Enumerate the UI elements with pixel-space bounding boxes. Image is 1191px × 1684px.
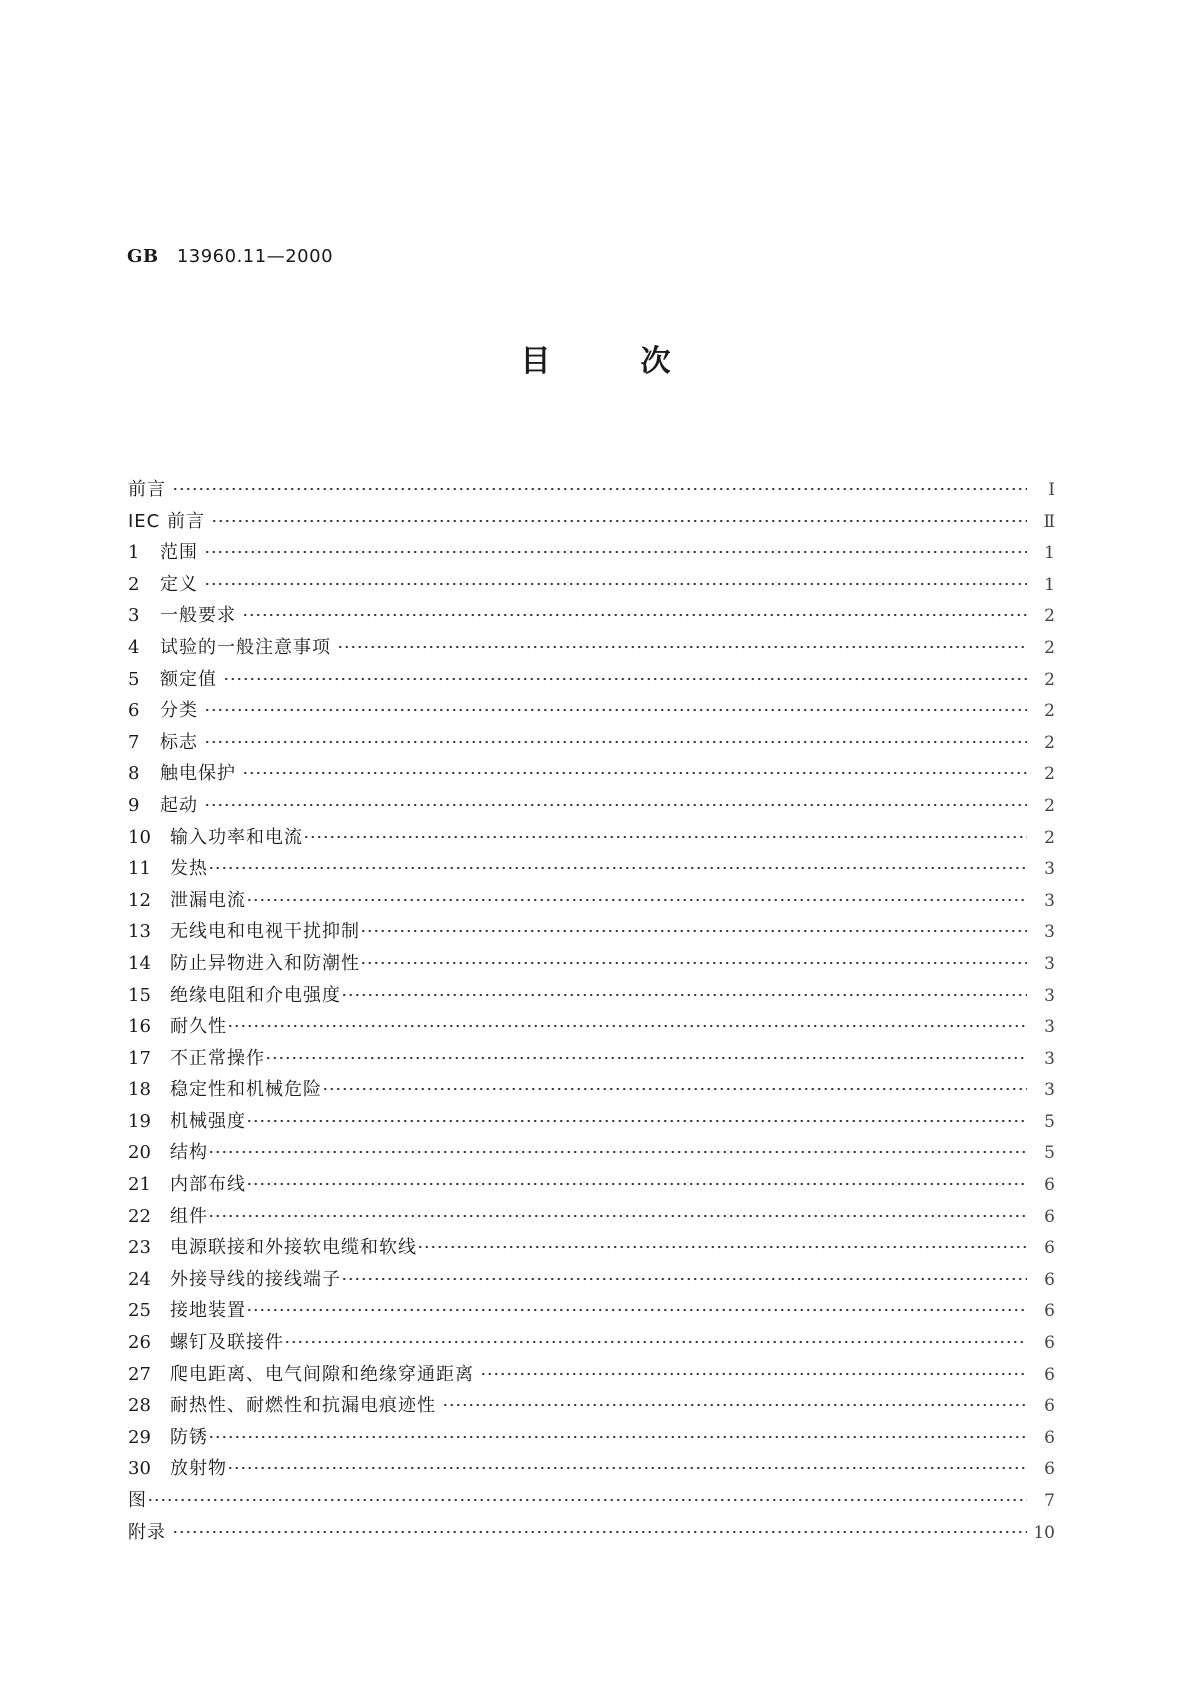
toc-entry-page: 2 [1044,701,1055,722]
toc-entry-number: 24 [128,1268,151,1290]
toc-dot-leader [417,1245,1027,1249]
toc-entry-page: 6 [1044,1427,1055,1448]
toc-entry-label: 稳定性和机械危险 [170,1079,322,1101]
toc-entry[interactable] [128,790,1055,822]
toc-entry-page: 2 [1044,795,1055,816]
toc-entry-label: 电源联接和外接软电缆和软线 [170,1237,417,1259]
toc-entry-page: 6 [1044,1364,1055,1385]
toc-entry-page: 2 [1044,669,1055,690]
toc-entry[interactable] [128,1359,1055,1391]
toc-entry[interactable] [128,537,1055,569]
toc-entry-page: 3 [1044,890,1055,911]
toc-entry[interactable] [128,1232,1055,1264]
toc-entry-number: 3 [128,605,140,627]
toc-entry[interactable] [128,695,1055,727]
toc-entry-label: 标志 [160,731,198,753]
toc-entry[interactable] [128,632,1055,664]
toc-dot-leader [265,1056,1027,1060]
toc-dot-leader [204,740,1027,744]
toc-dot-leader [211,519,1027,523]
toc-entry-page: 2 [1044,827,1055,848]
toc-entry-number: 19 [128,1110,151,1132]
toc-entry[interactable] [128,1169,1055,1201]
toc-entry-page: 3 [1044,1080,1055,1101]
toc-entry[interactable] [128,822,1055,854]
toc-entry-number: 13 [128,921,151,943]
toc-entry[interactable] [128,600,1055,632]
toc-entry-number: 6 [128,700,140,722]
toc-entry-number: 16 [128,1016,151,1038]
toc-entry-label: 耐久性 [170,1016,227,1038]
toc-entry-label: 分类 [160,700,198,722]
toc-entry[interactable] [128,569,1055,601]
toc-entry-label: 发热 [170,858,208,880]
toc-entry-label: 爬电距离、电气间隙和绝缘穿通距离 [170,1363,474,1385]
toc-dot-leader [208,1150,1027,1154]
toc-entry-number: 28 [128,1395,151,1417]
toc-entry-number: 5 [128,668,140,690]
toc-entry-number: 23 [128,1237,151,1259]
toc-dot-leader [172,487,1027,491]
toc-entry-number: 1 [128,542,140,564]
page-title: 目次 [520,344,761,379]
toc-entry-page: 2 [1044,637,1055,658]
toc-entry-page: 5 [1044,1143,1055,1164]
toc-entry-page: 2 [1044,732,1055,753]
toc-entry-label: 一般要求 [160,605,236,627]
toc-dot-leader [172,1530,1027,1534]
toc-entry-page: 1 [1044,543,1055,564]
toc-entry-page: 2 [1044,764,1055,785]
toc-entry-label: IEC 前言 [128,510,205,532]
toc-entry-number: 22 [128,1205,151,1227]
toc-entry-label: 输入功率和电流 [170,826,303,848]
toc-entry[interactable] [128,664,1055,696]
toc-dot-leader [227,1466,1027,1470]
toc-dot-leader [322,1087,1027,1091]
toc-entry-label: 无线电和电视干扰抑制 [170,921,360,943]
toc-entry[interactable] [128,1327,1055,1359]
toc-entry-page: Ⅰ [1048,480,1055,500]
toc-entry-number: 25 [128,1300,151,1322]
toc-dot-leader [341,1277,1027,1281]
toc-entry[interactable] [128,506,1055,538]
toc-entry-page: Ⅱ [1043,511,1055,532]
toc-entry-number: 8 [128,763,140,785]
toc-entry-label: 内部布线 [170,1174,246,1196]
toc-entry-label: 起动 [160,794,198,816]
toc-entry-label: 前言 [128,479,166,500]
toc-dot-leader [242,771,1027,775]
toc-entry-label: 外接导线的接线端子 [170,1268,341,1290]
toc-entry[interactable] [128,1264,1055,1296]
toc-entry-number: 27 [128,1363,151,1385]
toc-dot-leader [204,550,1027,554]
toc-entry-label: 触电保护 [160,763,236,785]
toc-entry-label: 螺钉及联接件 [170,1332,284,1354]
toc-entry-label: 耐热性、耐燃性和抗漏电痕迹性 [170,1395,436,1417]
toc-entry[interactable] [128,1422,1055,1454]
toc-dot-leader [204,708,1027,712]
toc-entry[interactable] [128,1106,1055,1138]
toc-dot-leader [223,677,1027,681]
toc-entry[interactable] [128,980,1055,1012]
toc-entry-page: 2 [1044,606,1055,627]
toc-entry-page: 6 [1044,1238,1055,1259]
toc-entry-label: 范围 [160,542,198,564]
toc-entry-number: 12 [128,889,151,911]
toc-entry-label: 防止异物进入和防潮性 [170,952,360,974]
toc-entry-label: 放射物 [170,1458,227,1480]
toc-dot-leader [208,866,1027,870]
toc-entry-label: 结构 [170,1142,208,1164]
toc-dot-leader [246,1119,1027,1123]
toc-entry[interactable] [128,885,1055,917]
toc-entry-number: 20 [128,1142,151,1164]
toc-entry[interactable] [128,1453,1055,1485]
toc-entry-page: 5 [1044,1111,1055,1132]
toc-entry-page: 1 [1044,574,1055,595]
toc-entry-page: 3 [1044,1048,1055,1069]
toc-entry-page: 3 [1044,953,1055,974]
toc-dot-leader [227,1024,1027,1028]
toc-entry-label: 不正常操作 [170,1047,265,1069]
toc-entry-label: 附录 [128,1521,166,1543]
toc-entry-number: 11 [128,858,151,880]
toc-entry-number: 10 [128,826,151,848]
toc-entry-label: 泄漏电流 [170,889,246,911]
toc-dot-leader [341,993,1027,997]
toc-entry[interactable] [128,474,1055,506]
toc-entry-page: 6 [1044,1396,1055,1417]
toc-entry-page: 6 [1044,1333,1055,1354]
toc-dot-leader [208,1214,1027,1218]
toc-dot-leader [284,1340,1027,1344]
standard-prefix: GB [127,246,159,267]
toc-dot-leader [303,835,1027,839]
toc-entry-page: 6 [1044,1459,1055,1480]
toc-entry-label: 组件 [170,1205,208,1227]
toc-dot-leader [360,961,1027,965]
toc-dot-leader [480,1372,1027,1376]
toc-entry-page: 10 [1033,1522,1055,1543]
toc-entry-number: 14 [128,952,151,974]
toc-entry-label: 机械强度 [170,1110,246,1132]
toc-entry-label: 绝缘电阻和介电强度 [170,984,341,1006]
toc-dot-leader [246,898,1027,902]
toc-entry-label: 定义 [160,573,198,595]
toc-dot-leader [337,645,1027,649]
toc-dot-leader [208,1435,1027,1439]
toc-dot-leader [242,613,1027,617]
standard-code: 13960.11—2000 [176,246,334,267]
toc-entry[interactable] [128,948,1055,980]
toc-entry-number: 2 [128,573,140,595]
toc-entry[interactable] [128,1201,1055,1233]
toc-entry-page: 3 [1044,1017,1055,1038]
toc-entry-label: 防锈 [170,1426,208,1448]
toc-entry-label: 试验的一般注意事项 [160,636,331,658]
table-of-contents [128,474,1055,1548]
toc-entry-number: 7 [128,731,140,753]
toc-entry[interactable] [128,1485,1055,1517]
toc-entry-label: 图 [128,1490,147,1511]
toc-dot-leader [147,1498,1027,1502]
toc-entry-number: 30 [128,1458,151,1480]
toc-entry-number: 9 [128,794,140,816]
toc-dot-leader [246,1308,1027,1312]
toc-entry[interactable] [128,1390,1055,1422]
toc-dot-leader [360,929,1027,933]
toc-dot-leader [204,582,1027,586]
toc-entry[interactable] [128,1295,1055,1327]
toc-entry-number: 15 [128,984,151,1006]
toc-entry-page: 3 [1044,985,1055,1006]
toc-entry[interactable] [128,1011,1055,1043]
toc-entry-number: 18 [128,1079,151,1101]
toc-entry-number: 26 [128,1332,151,1354]
toc-dot-leader [204,803,1027,807]
toc-entry-number: 29 [128,1426,151,1448]
toc-entry-number: 17 [128,1047,151,1069]
toc-entry[interactable] [128,853,1055,885]
toc-entry-page: 6 [1044,1175,1055,1196]
toc-entry[interactable] [128,1074,1055,1106]
toc-entry[interactable] [128,1517,1055,1549]
toc-entry[interactable] [128,1137,1055,1169]
toc-entry-label: 额定值 [160,668,217,690]
toc-entry-page: 6 [1044,1206,1055,1227]
toc-entry-page: 3 [1044,859,1055,880]
toc-entry-number: 4 [128,636,140,658]
toc-entry-page: 6 [1044,1269,1055,1290]
toc-entry[interactable] [128,916,1055,948]
toc-entry-number: 21 [128,1174,151,1196]
toc-entry-page: 3 [1044,922,1055,943]
toc-entry[interactable] [128,727,1055,759]
toc-entry-page: 7 [1044,1491,1055,1511]
toc-dot-leader [442,1403,1027,1407]
toc-entry[interactable] [128,1043,1055,1075]
toc-entry-label: 接地装置 [170,1300,246,1322]
toc-entry-page: 6 [1044,1301,1055,1322]
standard-number [127,246,333,267]
toc-entry[interactable] [128,758,1055,790]
toc-dot-leader [246,1182,1027,1186]
